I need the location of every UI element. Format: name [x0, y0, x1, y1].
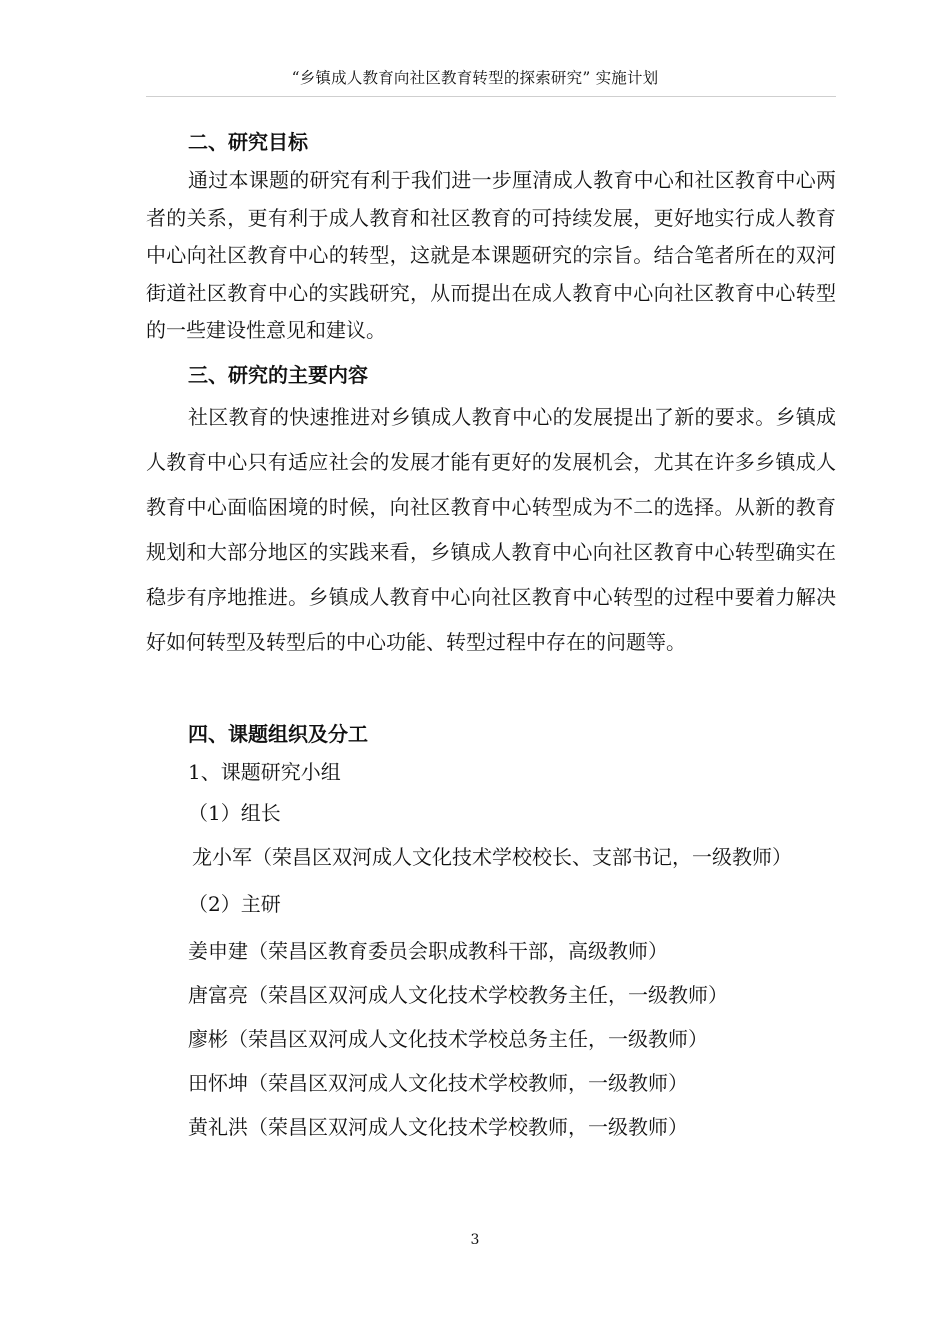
- content-paragraph: 社区教育的快速推进对乡镇成人教育中心的发展提出了新的要求。乡镇成人教育中心只有适应社会的发展才能有更好的发展机会，尤其在许多乡镇成人教育中心面临困境的时候，向社区教育中心转型成为不二的选择。从新的教育规划和大部分地区的实践来看，乡镇成人教育中心向社区教育中心转型确实在稳步有序地推进。乡镇成人教育中心向社区教育中心转型的过程中要着力解决好如何转型及转型后的中心功能、转型过程中存在的问题等。: [146, 405, 836, 654]
- researcher-entry: 姜申建（荣昌区教育委员会职成教科干部，高级教师）: [188, 939, 668, 963]
- leader-entry: 龙小军（荣昌区双河成人文化技术学校校长、支部书记，一级教师）: [192, 845, 792, 869]
- header-rule: [146, 96, 836, 97]
- section-goals: [146, 122, 836, 350]
- section-content: [146, 355, 836, 665]
- leader-title: （1）组长: [188, 801, 281, 825]
- goals-paragraph: 通过本课题的研究有利于我们进一步厘清成人教育中心和社区教育中心两者的关系，更有利于成人教育和社区教育的可持续发展，更好地实行成人教育中心向社区教育中心的转型，这就是本课题研究的宗旨。结合笔者所在的双河街道社区教育中心的实践研究，从而提出在成人教育中心向社区教育中心转型的一些建设性意见和建议。: [146, 168, 836, 342]
- group-title: 1、课题研究小组: [188, 760, 341, 784]
- researcher-entry: 唐富亮（荣昌区双河成人文化技术学校教务主任，一级教师）: [188, 983, 728, 1007]
- researcher-entry: 廖彬（荣昌区双河成人文化技术学校总务主任，一级教师）: [188, 1027, 708, 1051]
- section-heading-goals: 二、研究目标: [188, 130, 308, 154]
- section-heading-content: 三、研究的主要内容: [188, 363, 368, 387]
- researchers-title: （2）主研: [188, 892, 281, 916]
- section-organization: [146, 714, 836, 1149]
- researcher-entry: 黄礼洪（荣昌区双河成人文化技术学校教师，一级教师）: [188, 1115, 688, 1139]
- section-heading-organization: 四、课题组织及分工: [188, 722, 368, 746]
- researcher-entry: 田怀坤（荣昌区双河成人文化技术学校教师，一级教师）: [188, 1071, 688, 1095]
- page-header: “乡镇成人教育向社区教育转型的探索研究” 实施计划: [291, 69, 659, 87]
- page-number: 3: [470, 1232, 480, 1248]
